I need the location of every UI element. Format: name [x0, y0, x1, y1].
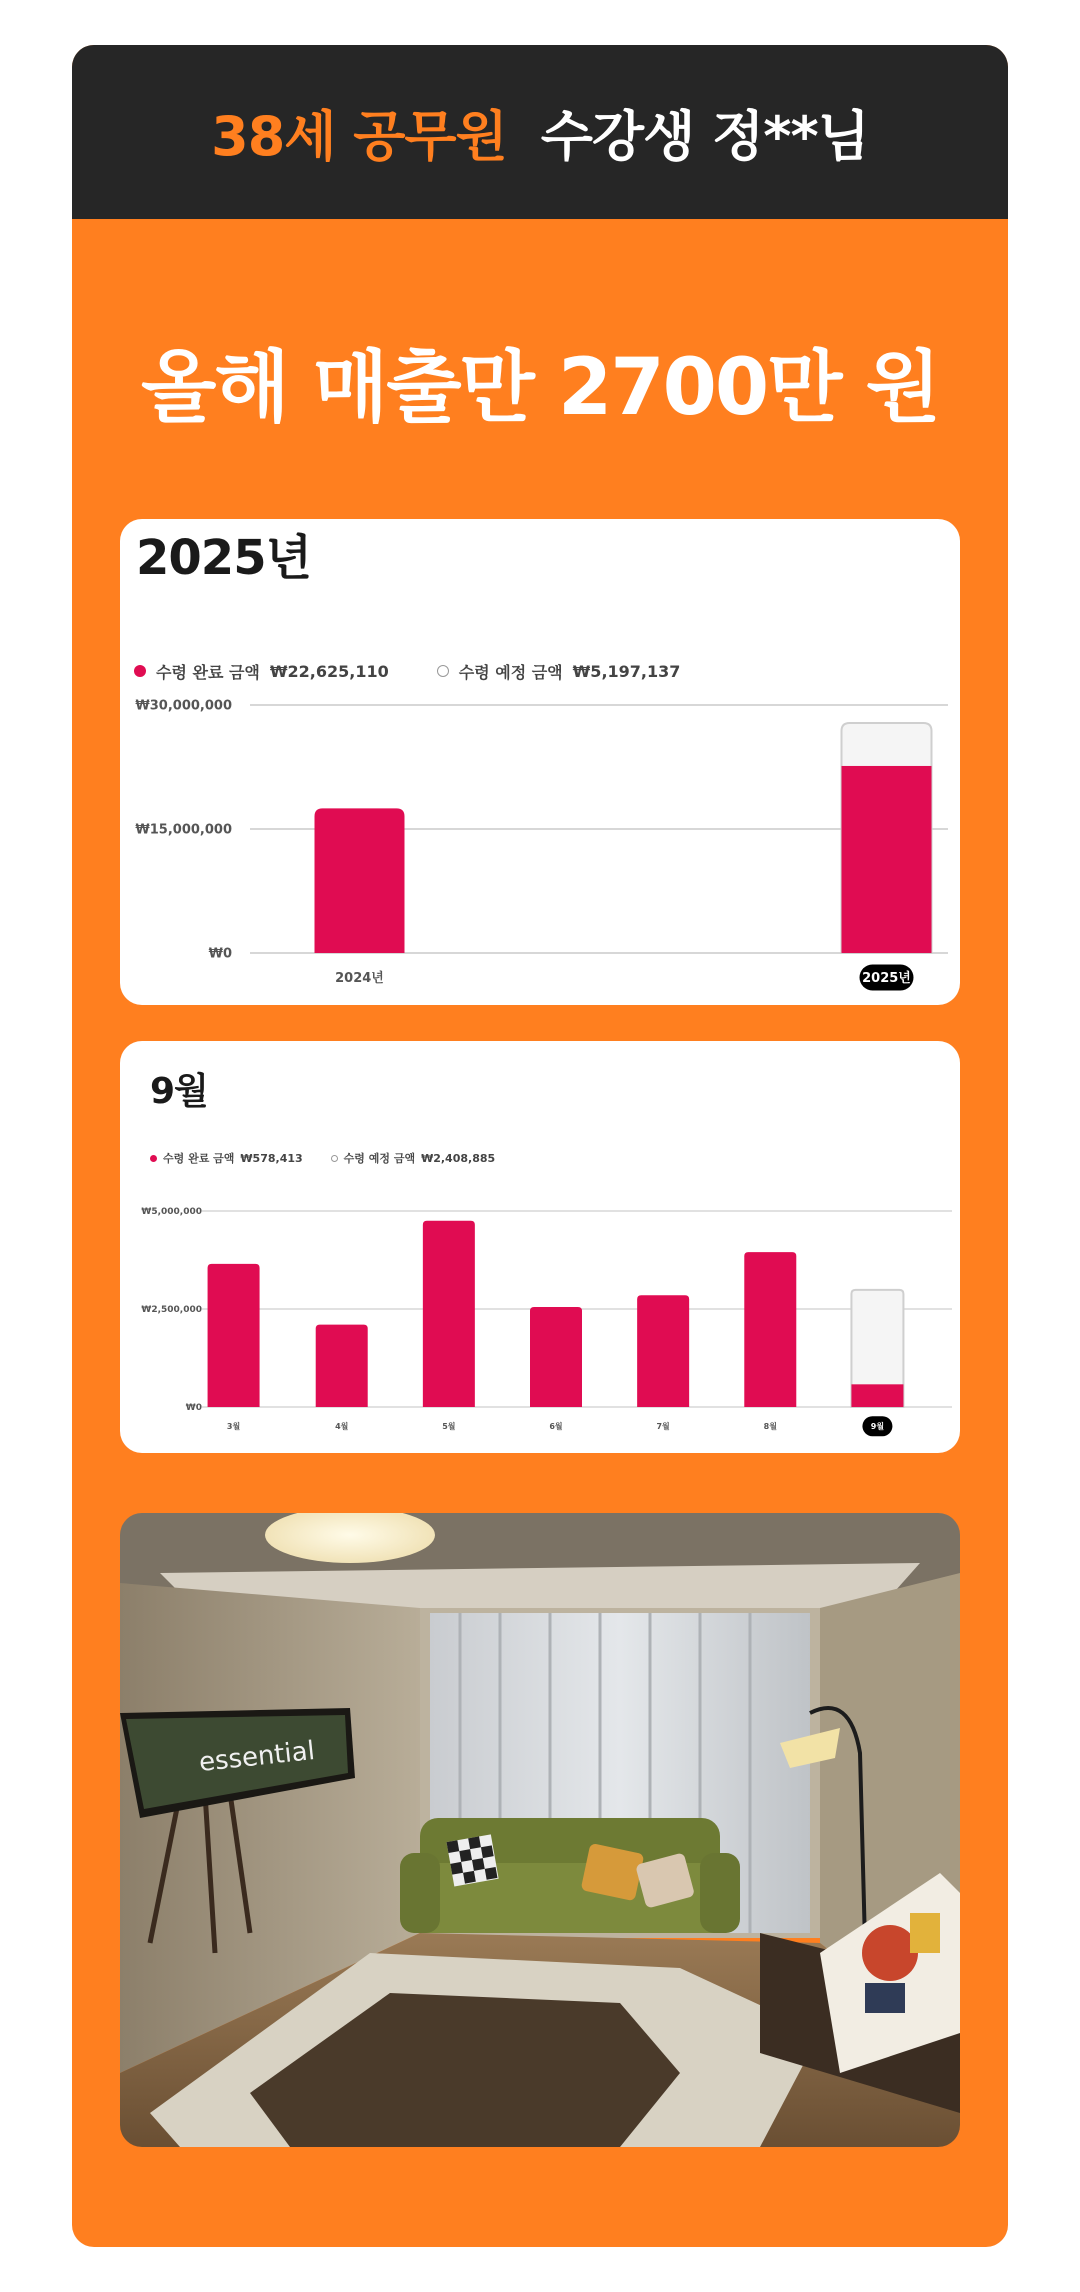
- x-tick-label-selected: 2025년: [862, 971, 911, 986]
- y-tick-label: ₩0: [208, 946, 232, 962]
- student-name: 수강생 정**님: [540, 104, 869, 168]
- bar-received: [842, 766, 932, 953]
- bar-received: [530, 1307, 582, 1407]
- y-tick-label: ₩30,000,000: [135, 698, 232, 714]
- x-tick-label: 7월: [656, 1422, 670, 1431]
- y-tick-label: ₩15,000,000: [135, 822, 232, 838]
- legend-received-value: ₩22,625,110: [269, 661, 389, 681]
- bar-received: [851, 1384, 903, 1407]
- legend-expected-label: 수령 예정 금액: [458, 662, 563, 682]
- yearly-chart-title: 2025년: [136, 530, 311, 586]
- y-tick-label: ₩0: [185, 1403, 202, 1414]
- card-header: [72, 45, 1008, 219]
- legend-received-value: ₩578,413: [240, 1151, 303, 1165]
- y-tick-label: ₩5,000,000: [141, 1207, 202, 1218]
- bar-received: [744, 1252, 796, 1407]
- tv-text: essential: [197, 1735, 317, 1778]
- legend-received-label: 수령 완료 금액: [163, 1152, 235, 1165]
- x-tick-label: 3월: [226, 1422, 241, 1431]
- bar-received: [315, 808, 405, 953]
- y-tick-label: ₩2,500,000: [141, 1305, 202, 1316]
- bar-received: [637, 1295, 689, 1407]
- bar-received: [208, 1264, 260, 1407]
- legend-expected-label: 수령 예정 금액: [343, 1152, 416, 1165]
- living-room-illustration: [120, 1513, 960, 2147]
- bar-received: [423, 1221, 475, 1407]
- student-profile: 38세 공무원: [211, 104, 507, 168]
- bar-received: [316, 1325, 368, 1407]
- legend-expected-value: ₩5,197,137: [572, 661, 681, 681]
- x-tick-label: 2024년: [335, 971, 384, 986]
- art-navy-block: [865, 1983, 905, 2013]
- x-tick-label: 8월: [763, 1422, 777, 1431]
- legend-received-label: 수령 완료 금액: [156, 662, 260, 682]
- x-tick-label: 6월: [549, 1422, 563, 1431]
- x-tick-label: 4월: [335, 1422, 349, 1431]
- art-red-circle: [862, 1925, 918, 1981]
- monthly-chart-title: 9월: [150, 1071, 208, 1112]
- yearly-bar-chart: [120, 519, 960, 1005]
- monthly-bar-chart: [120, 1041, 960, 1453]
- yearly-chart-panel: [120, 519, 960, 1005]
- living-room-photo: [120, 1513, 960, 2147]
- x-tick-label: 5월: [442, 1422, 456, 1431]
- headline: 올해 매출만 2700만 원: [141, 343, 939, 433]
- testimonial-card: [72, 45, 1008, 2247]
- legend-expected-value: ₩2,408,885: [421, 1151, 496, 1165]
- monthly-chart-panel: [120, 1041, 960, 1453]
- art-yellow-block: [910, 1913, 940, 1953]
- x-tick-label-selected: 9월: [870, 1422, 885, 1431]
